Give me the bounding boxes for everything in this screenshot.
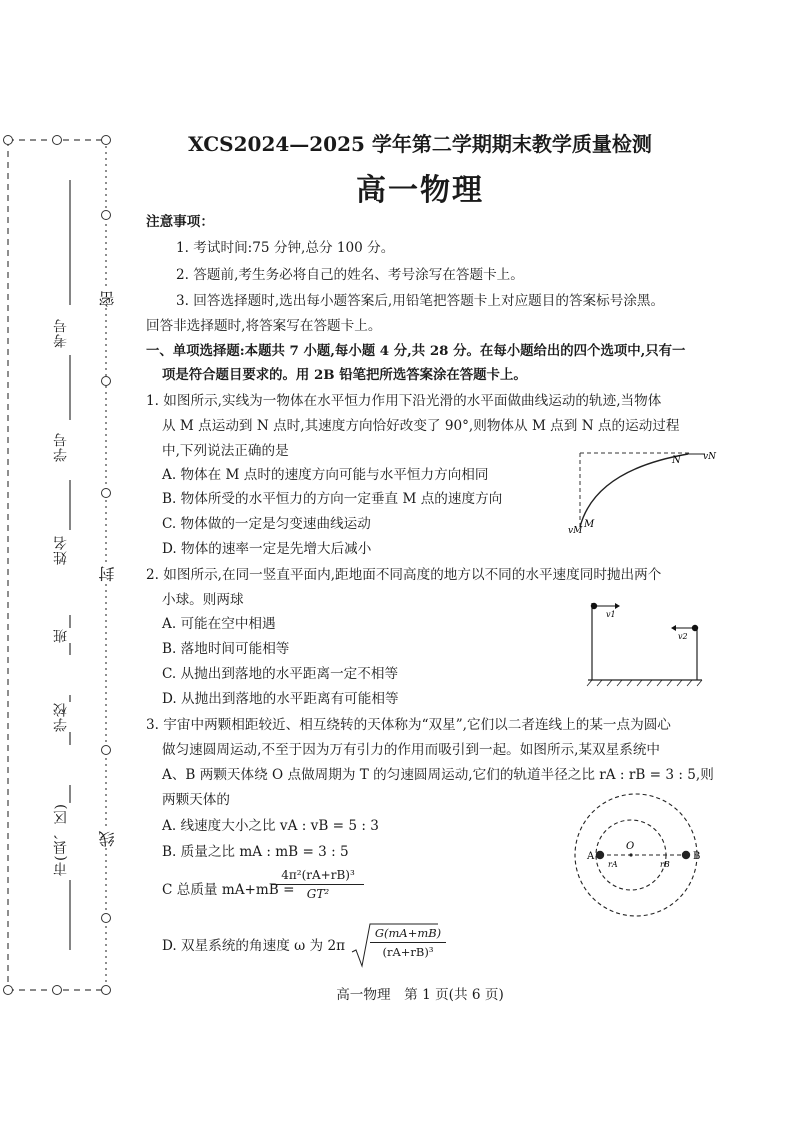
notice-item: 1. 考试时间:75 分钟,总分 100 分。 [176,240,395,256]
option-c: C. 从抛出到落地的水平距离一定不相等 [162,666,399,682]
label-vn: vN [703,452,716,462]
binding-hole [101,745,111,755]
option-d-prefix: D. 双星系统的角速度 ω 为 2π [162,938,346,954]
option-a: A. 可能在空中相遇 [162,616,276,632]
option-d: D. 从抛出到落地的水平距离有可能相等 [162,691,399,707]
option-b: B. 物体所受的水平恒力的方向一定垂直 M 点的速度方向 [162,491,503,507]
option-d: D. 物体的速率一定是先增大后减小 [162,541,372,557]
question-text: 2. 如图所示,在同一竖直平面内,距地面不同高度的地方以不同的水平速度同时抛出两个 [146,567,662,583]
option-c: C. 物体做的一定是匀变速曲线运动 [162,516,371,532]
q2-figure [582,598,707,693]
question-text: 中,下列说法正确的是 [162,443,289,459]
q1-figure [560,445,720,540]
question-text: A、B 两颗天体绕 O 点做周期为 T 的匀速圆周运动,它们的轨道半径之比 rA : rB = 3 : 5,则 [162,767,714,783]
field-class: 班 [53,628,69,643]
label-rb: rB [660,860,670,869]
section-heading: 一、单项选择题:本题共 7 小题,每小题 4 分,共 28 分。在每小题给出的四个选项中,只有一 [146,343,686,359]
seal-char: 线 [98,830,117,847]
fraction [370,926,446,959]
question-text: 从 M 点运动到 N 点时,其速度方向恰好改变了 90°,则物体从 M 点到 N 点的运动过程 [162,418,680,434]
question-text: 小球。则两球 [162,592,244,608]
question-text: 1. 如图所示,实线为一物体在水平恒力作用下沿光滑的水平面做曲线运动的轨迹,当物体 [146,393,662,409]
page-footer: 高一物理 第 1 页(共 6 页) [336,987,504,1003]
field-name: 姓名 [53,535,69,565]
question-text: 3. 宇宙中两颗相距较近、相互绕转的天体称为“双星”,它们以二者连线上的某一点为圆心 [146,717,671,733]
fraction-denominator: (rA+rB)³ [382,945,434,959]
notice-heading: 注意事项： [146,214,214,230]
field-student-no: 学号 [53,432,69,462]
label-a: A [587,851,595,862]
option-b: B. 落地时间可能相等 [162,641,290,657]
exam-title: XCS2024—2025 学年第二学期期末教学质量检测 [188,132,652,156]
seal-char: 封 [98,565,117,582]
binding-hole [101,488,111,498]
label-vm: vM [568,526,583,536]
field-city: 市(县、区) [53,803,69,876]
binding-hole [101,210,111,220]
question-text: 做匀速圆周运动,不至于因为万有引力的作用而吸引到一起。如图所示,某双星系统中 [162,742,661,758]
question-text: 两颗天体的 [162,792,230,808]
notice-item: 2. 答题前,考生务必将自己的姓名、考号涂写在答题卡上。 [176,267,524,283]
notice-item: 3. 回答选择题时,选出每小题答案后,用铅笔把答题卡上对应题目的答案标号涂黑。 [176,293,665,309]
label-v1: v1 [606,610,616,619]
option-b: B. 质量之比 mA : mB = 3 : 5 [162,844,349,860]
q3-figure [565,793,715,938]
field-exam-no: 考号 [53,318,69,348]
binding-hole [101,376,111,386]
field-school: 学校 [53,702,69,732]
fraction [272,868,364,901]
fraction-numerator: G(mA+mB) [370,926,446,943]
binding-hole [101,913,111,923]
label-b: B [693,851,701,862]
label-n: N [672,455,681,466]
label-o: O [626,841,635,852]
label-v2: v2 [678,632,688,641]
option-a: A. 物体在 M 点时的速度方向可能与水平恒力方向相同 [162,467,489,483]
label-m: M [584,519,595,530]
seal-char: 密 [98,290,117,307]
notice-item: 回答非选择题时,将答案写在答题卡上。 [146,318,382,334]
fraction-numerator: 4π²(rA+rB)³ [272,868,364,885]
fraction-denominator: GT² [306,887,330,901]
section-heading: 项是符合题目要求的。用 2B 铅笔把所选答案涂在答题卡上。 [162,367,527,383]
label-ra: rA [608,860,618,869]
option-a: A. 线速度大小之比 vA : vB = 5 : 3 [162,818,379,834]
option-c-prefix: C 总质量 mA+mB = [162,882,295,898]
subject-title: 高一物理 [356,173,484,208]
